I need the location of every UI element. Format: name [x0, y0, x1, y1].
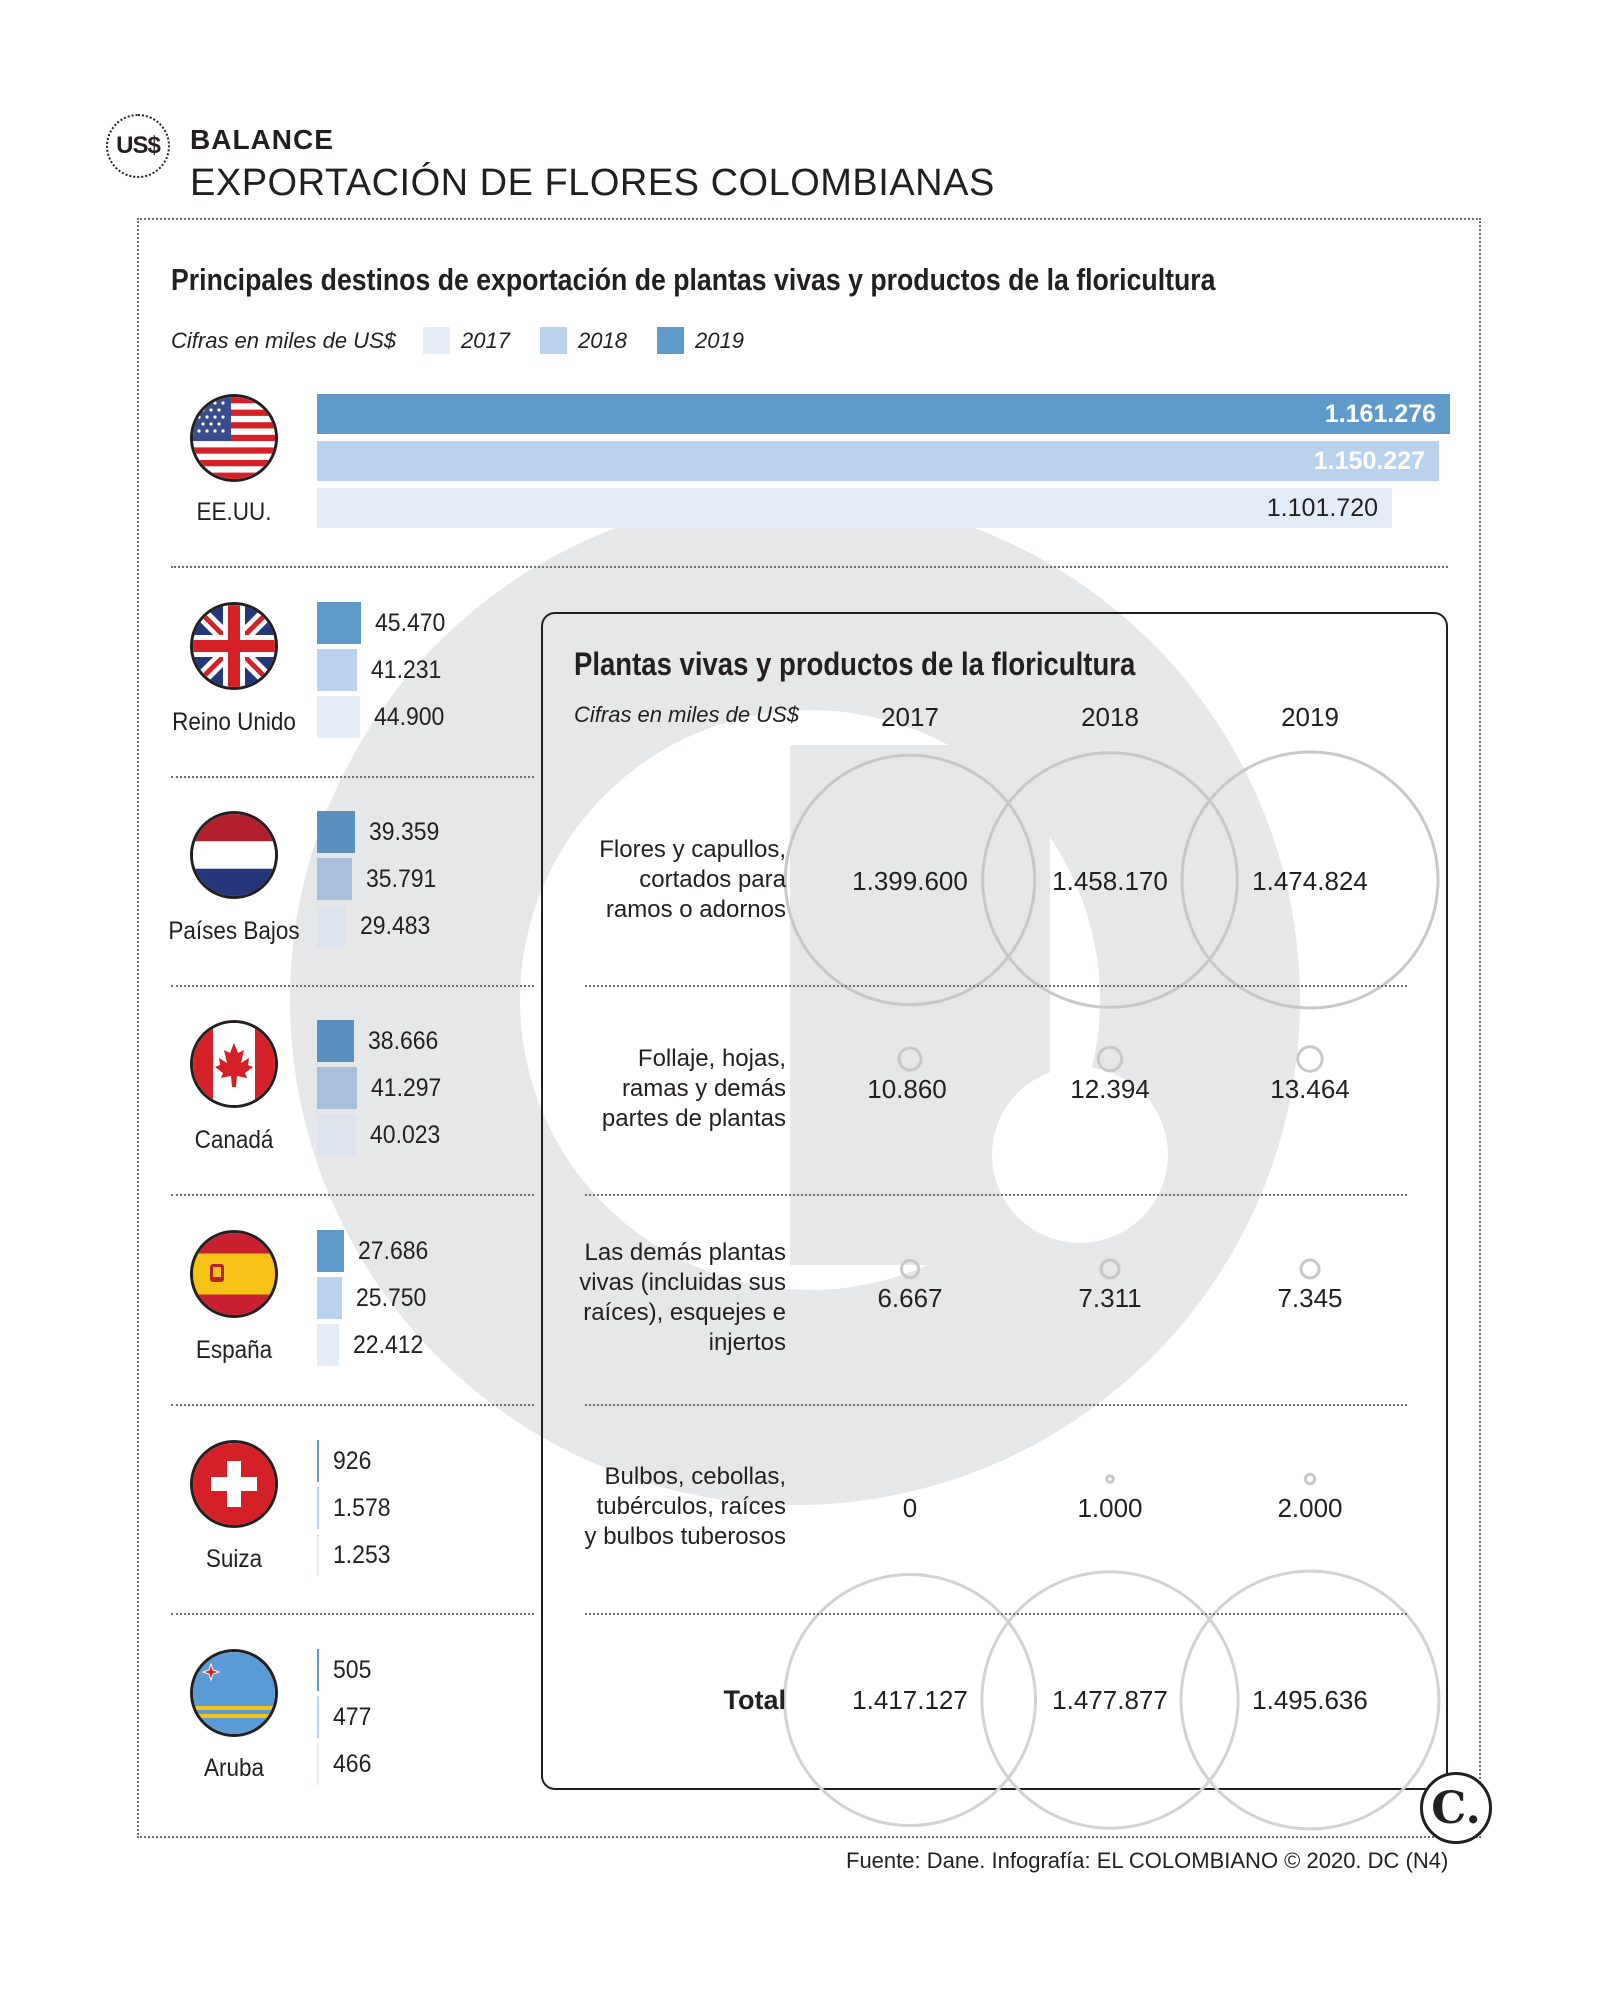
country-label-spain: España [195, 1336, 273, 1364]
row-label-flores: Flores y capullos, cortados para ramos o adornos [599, 836, 786, 923]
country-label-netherlands: Países Bajos [168, 917, 300, 945]
bar-value-uk-2017: 44.900 [374, 703, 445, 731]
bar-value-canada-2017: 40.023 [370, 1121, 441, 1149]
page-title: EXPORTACIÓN DE FLORES COLOMBIANAS [190, 162, 995, 204]
chart-title: Principales destinos de exportación de plantas vivas y productos de la floricultura [171, 262, 1216, 297]
bar-value-aruba-2018: 477 [333, 1703, 372, 1731]
bubble-follaje-2017 [899, 1048, 921, 1070]
bar-value-canada-2019: 38.666 [368, 1027, 439, 1055]
cell-flores-2019: 1.474.824 [1252, 866, 1368, 896]
currency-badge-icon: US$ [106, 114, 170, 178]
table-separator [585, 1194, 1407, 1196]
el-colombiano-logo: C. [1420, 1772, 1492, 1844]
bar-value-uk-2019: 45.470 [375, 609, 446, 637]
bar-value-usa-2018: 1.150.227 [1313, 447, 1425, 475]
bar-value-spain-2018: 25.750 [356, 1284, 427, 1312]
table-separator [585, 1404, 1407, 1406]
cell-bulbos-2017: 0 [902, 1493, 918, 1523]
cell-flores-2017: 1.399.600 [852, 866, 968, 896]
bar-value-spain-2019: 27.686 [358, 1237, 429, 1265]
country-label-aruba: Aruba [203, 1754, 265, 1782]
cell-follaje-2018: 12.394 [1070, 1074, 1150, 1104]
cell-bulbos-2019: 2.000 [1277, 1493, 1343, 1523]
bubble-demas-2019 [1301, 1260, 1319, 1278]
row-label-follaje: Follaje, hojas, ramas y demás partes de plantas [601, 1045, 786, 1132]
legend-label-2017: 2017 [461, 328, 510, 353]
units-note: Cifras en miles de US$ [171, 328, 396, 353]
bar-value-aruba-2017: 466 [333, 1750, 372, 1778]
bubble-bulbos-2019 [1305, 1474, 1314, 1483]
bar-value-usa-2019: 1.161.276 [1324, 400, 1436, 428]
cell-demas-2019: 7.345 [1277, 1283, 1343, 1313]
bubble-demas-2018 [1101, 1260, 1119, 1278]
cell-demas-2018: 7.311 [1078, 1283, 1142, 1313]
bar-value-canada-2018: 41.297 [371, 1074, 442, 1102]
bar-value-netherlands-2019: 39.359 [369, 818, 440, 846]
legend-label-2019: 2019 [695, 328, 744, 353]
country-label-uk: Reino Unido [172, 708, 296, 736]
bar-value-switzerland-2019: 926 [333, 1447, 372, 1475]
column-header-2018: 2018 [1081, 702, 1139, 732]
row-label-bulbos: Bulbos, cebollas, tubérculos, raíces y bulbos tuberosos [584, 1463, 786, 1550]
total-label: Total [723, 1685, 786, 1715]
column-header-2017: 2017 [881, 702, 939, 732]
cell-follaje-2019: 13.464 [1270, 1074, 1350, 1104]
cell-bulbos-2018: 1.000 [1077, 1493, 1143, 1523]
bar-value-usa-2017: 1.101.720 [1266, 494, 1378, 522]
table-title: Plantas vivas y productos de la floricultura [574, 646, 1136, 682]
country-label-usa: EE.UU. [196, 498, 272, 526]
cell-total-2017: 1.417.127 [852, 1685, 968, 1715]
bar-value-uk-2018: 41.231 [371, 656, 442, 684]
table-units-note: Cifras en miles de US$ [574, 702, 799, 727]
cell-follaje-2017: 10.860 [867, 1074, 947, 1104]
row-label-demas-plantas: Las demás plantas vivas (incluidas sus raíces), esquejes e injertos [579, 1239, 786, 1356]
cell-flores-2018: 1.458.170 [1052, 866, 1168, 896]
column-header-2019: 2019 [1281, 702, 1339, 732]
legend-label-2018: 2018 [578, 328, 627, 353]
bubble-demas-2017 [901, 1260, 918, 1277]
bar-value-spain-2017: 22.412 [353, 1331, 424, 1359]
bubble-follaje-2018 [1098, 1047, 1121, 1070]
cell-total-2019: 1.495.636 [1252, 1685, 1368, 1715]
source-note: Fuente: Dane. Infografía: EL COLOMBIANO © 2020. DC (N4) [846, 1848, 1449, 1873]
bar-value-netherlands-2018: 35.791 [366, 865, 437, 893]
section-label: BALANCE [190, 124, 334, 155]
bar-value-switzerland-2017: 1.253 [333, 1541, 391, 1569]
bar-value-netherlands-2017: 29.483 [360, 912, 431, 940]
bubble-follaje-2019 [1298, 1047, 1322, 1071]
country-label-switzerland: Suiza [205, 1545, 263, 1573]
country-label-canada: Canadá [194, 1126, 274, 1154]
table-separator [585, 1613, 1407, 1615]
bar-value-switzerland-2018: 1.578 [333, 1494, 391, 1522]
bar-value-aruba-2019: 505 [333, 1656, 372, 1684]
bubble-bulbos-2018 [1107, 1476, 1114, 1483]
cell-demas-2017: 6.667 [877, 1283, 943, 1313]
table-separator [585, 985, 1407, 987]
cell-total-2018: 1.477.877 [1052, 1685, 1168, 1715]
